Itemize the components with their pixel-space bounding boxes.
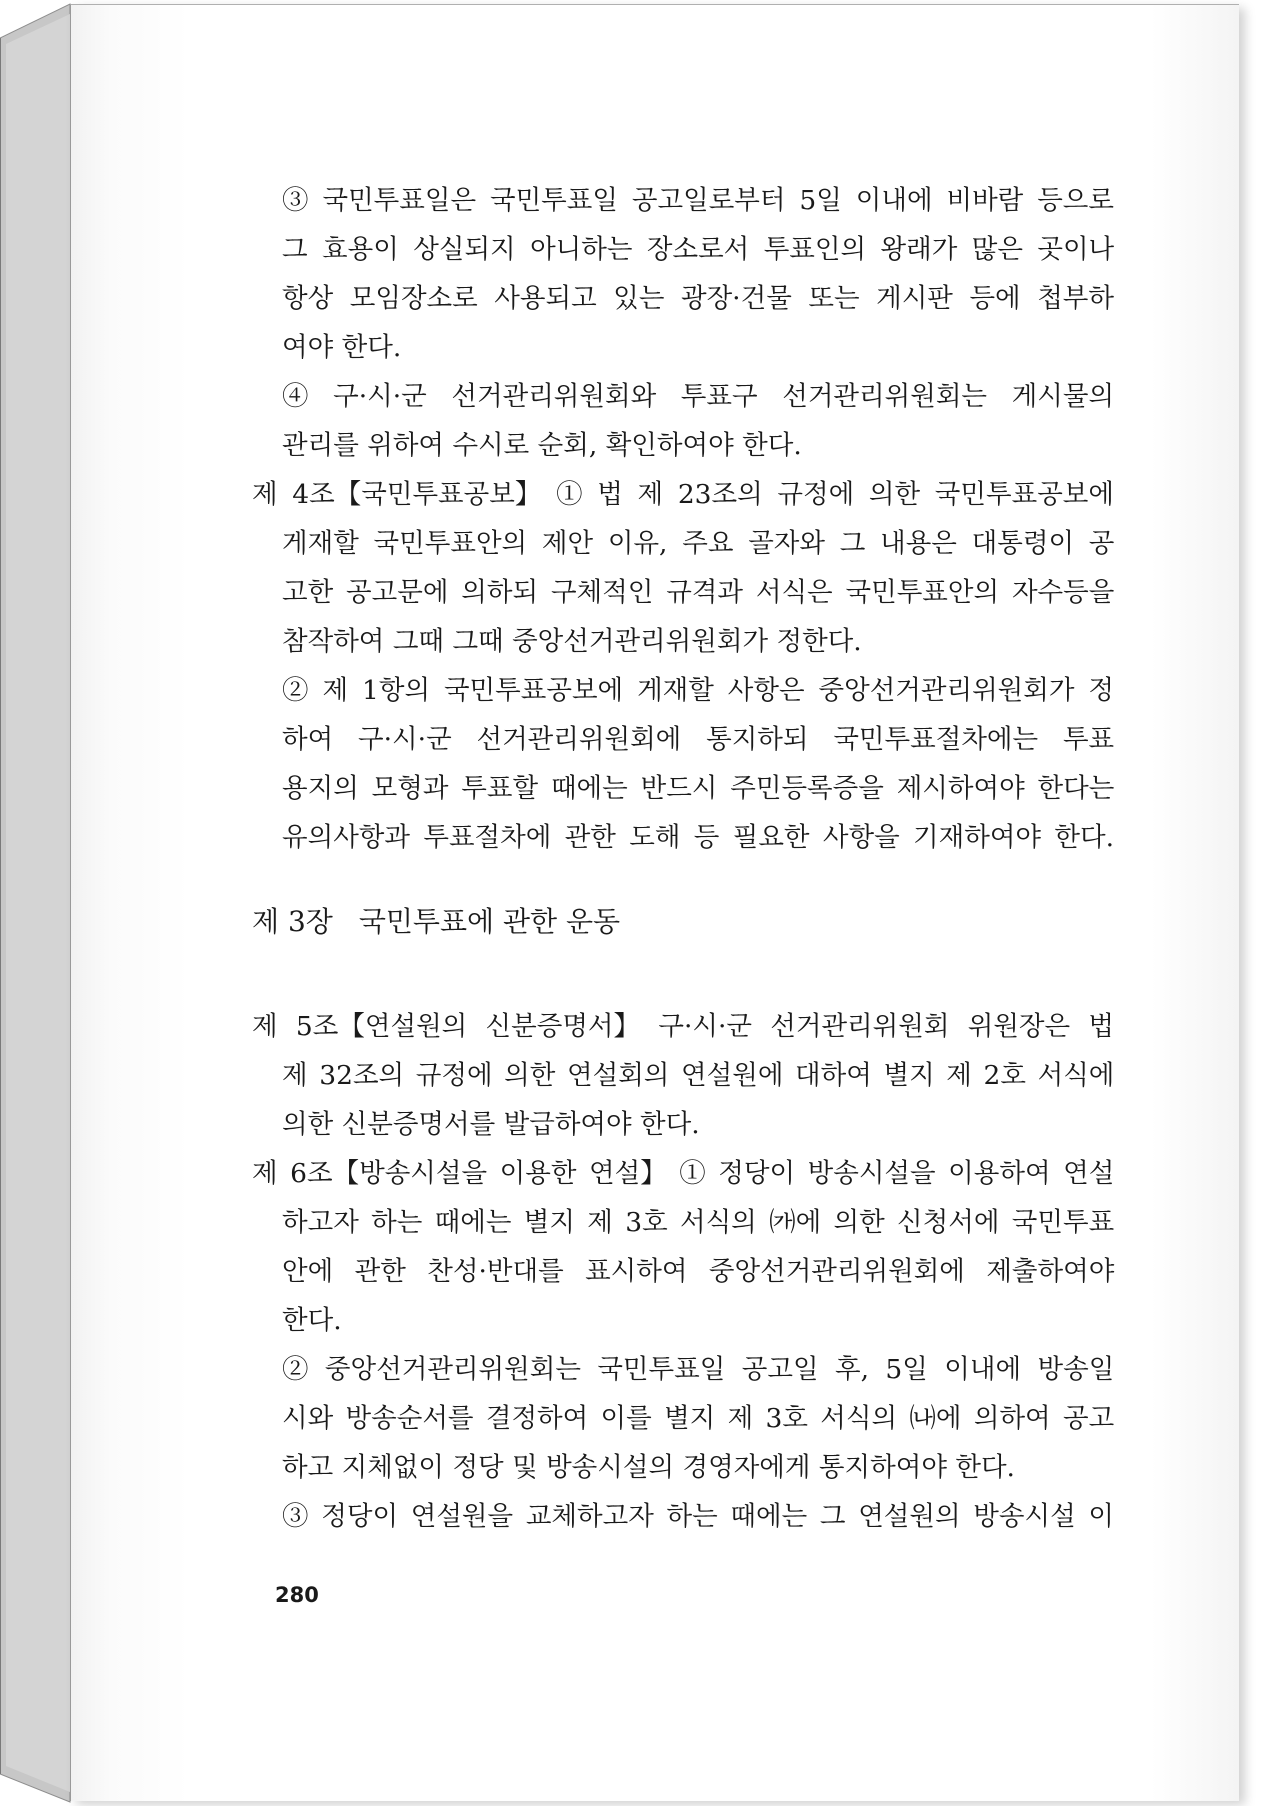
text-line: ② 중앙선거관리위원회는 국민투표일 공고일 후, 5일 이내에 방송일 <box>282 1354 1115 1385</box>
chapter-number: 제 3장 <box>252 905 333 938</box>
page-number: 280 <box>275 1583 319 1607</box>
text-line: ② 제 1항의 국민투표공보에 게재할 사항은 중앙선거관리위원회가 정 <box>282 675 1114 706</box>
article-5 <box>252 1002 1114 1051</box>
text-line: 고한 공고문에 의하되 구체적인 규격과 서식은 국민투표안의 자수등을 <box>282 577 1115 608</box>
article-4-body <box>282 519 1114 862</box>
text-line: ④ 구·시·군 선거관리위원회와 투표구 선거관리위원회는 게시물의 <box>282 381 1115 412</box>
article-6-body <box>282 1198 1114 1541</box>
text-line: ③ 국민투표일은 국민투표일 공고일로부터 5일 이내에 비바람 등으로 <box>282 185 1114 216</box>
article-heading-line: 제 6조【방송시설을 이용한 연설】 ① 정당이 방송시설을 이용하여 연설 <box>252 1158 1115 1189</box>
article-5-body <box>282 1051 1114 1149</box>
text-line: 제 32조의 규정에 의한 연설회의 연설원에 대하여 별지 제 2호 서식에 <box>282 1060 1115 1091</box>
chapter-heading <box>252 900 620 940</box>
text-line: 시와 방송순서를 결정하여 이를 별지 제 3호 서식의 ㈏에 의하여 공고 <box>282 1403 1115 1434</box>
text-line: ③ 정당이 연설원을 교체하고자 하는 때에는 그 연설원의 방송시설 이 <box>282 1501 1114 1532</box>
text-line: 의한 신분증명서를 발급하여야 한다. <box>282 1109 700 1140</box>
text-line: 하고 지체없이 정당 및 방송시설의 경영자에게 통지하여야 한다. <box>282 1452 1015 1483</box>
text-line: 유의사항과 투표절차에 관한 도해 등 필요한 사항을 기재하여야 한다. <box>282 822 1114 853</box>
article-heading-line: 제 4조【국민투표공보】 ① 법 제 23조의 규정에 의한 국민투표공보에 <box>252 479 1114 510</box>
section-a <box>282 176 1114 470</box>
text-line: 한다. <box>282 1305 342 1336</box>
text-line: 항상 모임장소로 사용되고 있는 광장·건물 또는 게시판 등에 첩부하 <box>282 283 1114 314</box>
text-line: 하여 구·시·군 선거관리위원회에 통지하되 국민투표절차에는 투표 <box>282 724 1115 755</box>
text-line: 그 효용이 상실되지 아니하는 장소로서 투표인의 왕래가 많은 곳이나 <box>282 234 1115 265</box>
text-line: 참작하여 그때 그때 중앙선거관리위원회가 정한다. <box>282 626 862 657</box>
text-line: 안에 관한 찬성·반대를 표시하여 중앙선거관리위원회에 제출하여야 <box>282 1256 1115 1287</box>
text-line: 게재할 국민투표안의 제안 이유, 주요 골자와 그 내용은 대통령이 공 <box>282 528 1115 559</box>
article-heading-line: 제 5조【연설원의 신분증명서】 구·시·군 선거관리위원회 위원장은 법 <box>252 1011 1114 1042</box>
chapter-title: 국민투표에 관한 운동 <box>358 905 621 938</box>
text-line: 하고자 하는 때에는 별지 제 3호 서식의 ㈎에 의한 신청서에 국민투표 <box>282 1207 1115 1238</box>
text-line: 관리를 위하여 수시로 순회, 확인하여야 한다. <box>282 430 802 461</box>
article-4 <box>252 470 1114 519</box>
text-line: 용지의 모형과 투표할 때에는 반드시 주민등록증을 제시하여야 한다는 <box>282 773 1115 804</box>
article-6 <box>252 1149 1114 1198</box>
text-line: 여야 한다. <box>282 332 402 363</box>
